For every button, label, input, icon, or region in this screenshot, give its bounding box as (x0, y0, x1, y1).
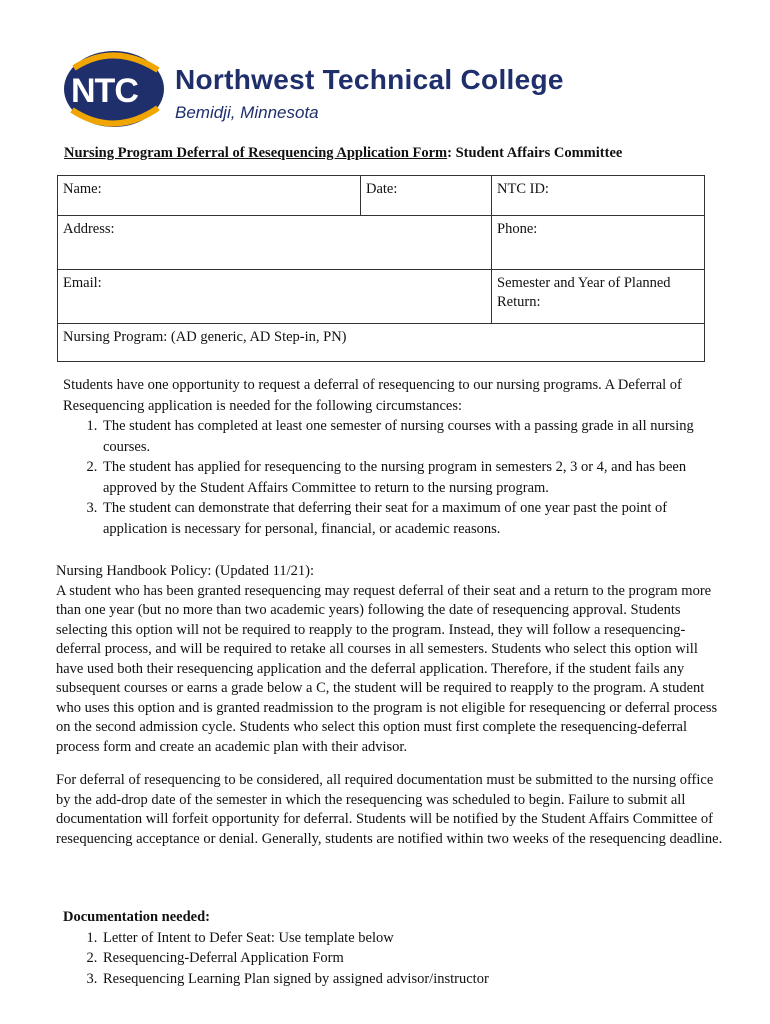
list-item: 3. Resequencing Learning Plan signed by assigned advisor/instructor (101, 969, 703, 990)
intro-text: Students have one opportunity to request a deferral of resequencing to our nursing programs. A Deferral of Resequencing application is needed for the following circumstances: (63, 377, 682, 414)
form-title-main: Nursing Program Deferral of Resequencing Application Form (64, 145, 448, 161)
list-item: 1. Letter of Intent to Defer Seat: Use template below (101, 928, 703, 949)
form-title-rest: : Student Affairs Committee (447, 145, 623, 161)
deadline-paragraph: For deferral of resequencing to be considered, all required documentation must be submitted to the nursing office by the add-drop date of the semester in which the resequencing was scheduled to begin. Failure to submit all documentation will forfeit opportunity for deferral. Students will be notified by the Student Affairs Committee of resequencing acceptance or denial. Generally, students are notified within two weeks of the resequencing deadline. (56, 772, 723, 847)
name-field[interactable]: Name: (58, 176, 361, 216)
applicant-info-table (57, 175, 705, 362)
phone-field[interactable]: Phone: (492, 216, 705, 270)
college-name: Northwest Technical College (175, 64, 564, 95)
list-item: 2. Resequencing-Deferral Application Form (101, 948, 703, 969)
policy-heading: Nursing Handbook Policy: (Updated 11/21): (56, 563, 315, 579)
college-location: Bemidji, Minnesota (175, 103, 319, 122)
documentation-list (63, 928, 703, 990)
intro-section (63, 375, 723, 539)
date-field[interactable]: Date: (361, 176, 492, 216)
policy-body: A student who has been granted resequencing may request deferral of their seat and a return to the program more than one year (but no more than two academic years) following the date of resequencing approval. Students selecting this option will not be required to reapply to the program. Instead, they will follow a resequencing-deferral process, and will be required to retake all courses in all semesters. Students who select this option will have used both their resequencing application and the deferral application. Therefore, if the student fails any subsequent courses or earns a grade below a C, the student will be required to reapply to the program. A student who uses this option and is granted readmission to the program is not eligible for resequencing or deferral process on the second admission cycle. Students who select this option must first complete the resequencing-deferral process form and create an academic plan with their advisor. (56, 582, 718, 755)
list-item: 2. The student has applied for resequencing to the nursing program in semesters 2, 3 or 4, and has been approved by the Student Affairs Committee to return to the nursing program. (101, 457, 723, 498)
email-field[interactable]: Email: (58, 270, 492, 324)
documentation-section (63, 907, 703, 989)
circumstances-list (63, 416, 723, 539)
semester-return-field[interactable]: Semester and Year of Planned Return: (492, 270, 705, 324)
college-logo (62, 48, 582, 130)
address-field[interactable]: Address: (58, 216, 492, 270)
nursing-program-field[interactable]: Nursing Program: (AD generic, AD Step-in, PN) (58, 324, 705, 362)
list-item: 1. The student has completed at least one semester of nursing courses with a passing grade in all nursing courses. (101, 416, 723, 457)
form-title (64, 145, 622, 162)
logo-abbr: NTC (71, 72, 138, 110)
list-item: 3. The student can demonstrate that deferring their seat for a maximum of one year past the point of application is necessary for personal, financial, or academic reasons. (101, 498, 723, 539)
documentation-heading: Documentation needed: (63, 909, 211, 925)
ntc-id-field[interactable]: NTC ID: (492, 176, 705, 216)
policy-section (56, 562, 726, 849)
